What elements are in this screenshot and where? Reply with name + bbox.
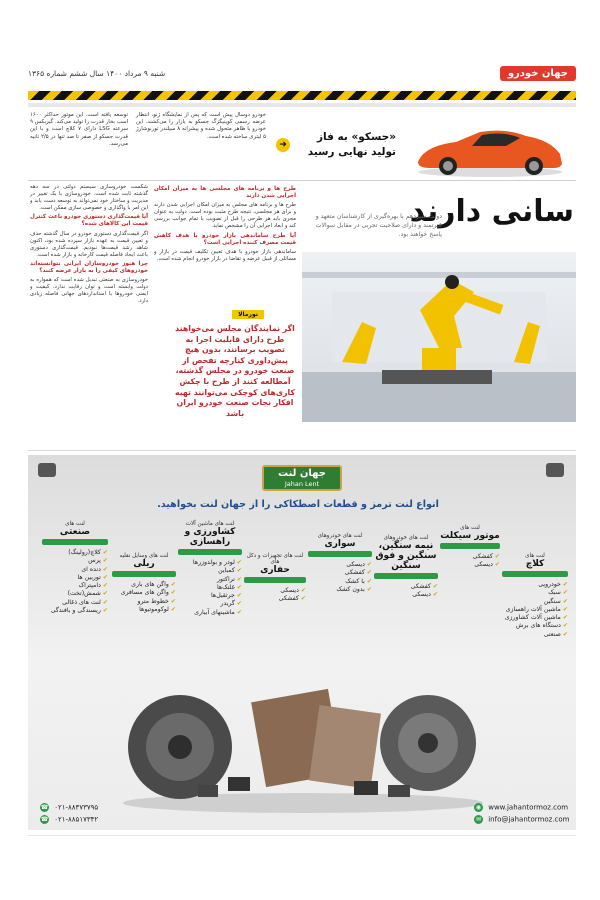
category-list xyxy=(308,561,372,594)
category-name: سواری xyxy=(324,539,356,549)
column-text: خودروسازی به صنعتی تبدیل شده است که همواره به دولت وابسته است و توان رقابت ندارد. کیفیت و ایمنی خودروها با استانداردهای جهانی فاصله زیادی دارد. xyxy=(30,277,148,305)
category-bar xyxy=(112,571,176,577)
category-item: ✔ لوکوموتیوها xyxy=(112,606,176,614)
category-list xyxy=(178,559,242,617)
hero-headline: «جسکو» به فاز تولید نهایی رسید xyxy=(307,131,396,158)
category-list xyxy=(374,583,438,600)
category-bar xyxy=(178,549,242,555)
brand-name-fa: جهان لنت xyxy=(277,468,326,479)
hero-summary: خودرو دوسال پیش است که پس از نمایشگاه ژنو، انتظار عرضه رسمی کوینیگزگ جسکو به بازار را می‌کشند. این خودرو با ظاهر متحول شده و پیشرانه ۸ سیلندر توربوشارژ ۵ لیتری ساخته شده است. xyxy=(136,112,266,140)
phone-2 xyxy=(40,815,98,824)
category-heavy xyxy=(374,535,438,600)
category-sub: لنت های xyxy=(460,525,480,531)
category-sub: لنت های تجهیزات و دکل های xyxy=(246,553,304,565)
hero-summary-continued: توسعه یافته است. این موتور حداکثر ۱۶۰۰ اسب بخار قدرت را تولید می‌کند. گیربکس ۹ سرعته LSG دارای ۷ کلاچ است و با این قدرت جسکو از صفر تا صد تنها در ۲/۵ ثانیه می‌رسد. xyxy=(30,112,128,147)
category-item: ✔ دستگاه های برش xyxy=(502,622,568,630)
pull-quote-tag: نورمالا xyxy=(232,310,264,319)
category-drilling xyxy=(244,553,306,604)
issue-line: شنبه ۹ مرداد ۱۴۰۰ سال ششم شماره ۱۳۶۵ xyxy=(28,68,166,78)
column-heading: آیا قیمت‌گذاری دستوری خودرو باعث کنترل قیمت این کالاهای شده؟ xyxy=(30,214,148,228)
header-rule xyxy=(28,103,576,107)
column-text: شکست خودروسازی سیستم دولتی در سه دهه گذشته ثابت شده است. خودروسازی با یک تغییر در مدیریت و ساختار خود نمی‌تواند به توسعه دست یابد و این امر با واگذاری و خصوصی سازی ممکن است. xyxy=(30,184,148,212)
category-name: موتور سیکلت xyxy=(440,531,500,541)
category-passenger xyxy=(308,533,372,594)
spotlight-icon xyxy=(38,463,56,477)
category-item: ✔ دیسکی xyxy=(244,587,306,595)
category-item: ✔ غلتک‌ها xyxy=(178,584,242,592)
hazard-stripe xyxy=(28,91,576,100)
category-item: ✔ کفشکی xyxy=(308,569,372,577)
ad-divider xyxy=(28,450,576,451)
category-name: ریلی xyxy=(133,559,155,569)
column-heading: چرا هنوز خودروسازان ایرانی نتوانسته‌اند خودرو‌های کیفی را به بازار عرضه کنند؟ xyxy=(30,260,148,275)
category-bar xyxy=(440,543,500,549)
category-item: ✔ سبک xyxy=(502,589,568,597)
category-industrial xyxy=(42,521,108,615)
category-list xyxy=(440,553,500,570)
category-name: صنعتی xyxy=(59,527,91,537)
category-list xyxy=(112,581,176,614)
brake-parts-image xyxy=(118,665,488,815)
column-heading: آیا طرح ساماندهی بازار خودرو با هدف کاهش قیمت مصرف کننده اجرایی است؟ xyxy=(154,232,296,246)
category-item: ✔ صنعتی xyxy=(502,631,568,639)
brand-logo xyxy=(262,465,342,491)
pull-quote-text: اگر نمایندگان مجلس می‌خواهند طرح دارای قابلیت اجرا به تصویب برسانند، بدون هیچ پیش‌داوری کنارچه تفحص از صنعت خودرو در مجلس گذشته، آمطالعه کنند از طرح با چکش کاری‌های کوچکی می‌توانند تهیه افکار نجات صنعت خودرو ایران باشد xyxy=(175,324,295,418)
pull-quote xyxy=(172,310,298,428)
website-url[interactable]: www.jahantormoz.com xyxy=(488,803,569,812)
category-item: ✔ کفشکی xyxy=(244,595,306,603)
category-item: ✔ توربین ها xyxy=(42,574,108,582)
category-item: ✔ لنت های ذغالی xyxy=(42,599,108,607)
hero-news xyxy=(28,108,576,178)
category-sub: لنت های وسایل نقلیه xyxy=(119,553,169,559)
category-item: ✔ با کشک xyxy=(308,578,372,586)
column-text: ساماندهی بازار خودرو با هدف تعیین تکلیف قیمت در بازار و مسائلی از قبیل عرضه و تقاضا در بازار خودرو انجام شده است. xyxy=(154,248,296,262)
category-item: ✔ واگن های باری xyxy=(112,581,176,589)
globe-icon: ◉ xyxy=(475,804,482,811)
category-item: ✔ جرثقیل‌ها xyxy=(178,592,242,600)
factory-robot-photo xyxy=(302,252,576,422)
category-list xyxy=(244,587,306,604)
category-list xyxy=(42,549,108,615)
category-item: ✔ کمباین xyxy=(178,567,242,575)
category-bar xyxy=(502,571,568,577)
category-item: ✔ پرس xyxy=(42,557,108,565)
category-bar xyxy=(42,539,108,545)
website[interactable] xyxy=(474,803,568,812)
category-bar xyxy=(244,577,306,583)
jahan-lent-advertisement xyxy=(28,455,576,830)
phone-icon: ☎ xyxy=(40,816,49,823)
feature-title: سانی دارند xyxy=(409,194,574,229)
category-item: ✔ دیسکی xyxy=(374,591,438,599)
category-item: ✔ واگن های مسافری xyxy=(112,589,176,597)
category-sub: لنت های xyxy=(65,521,85,527)
mail-icon: ✉ xyxy=(475,816,482,823)
robot-arm-image xyxy=(302,252,576,422)
category-item: ✔ دیسکی xyxy=(440,561,500,569)
column-heading: طرح ها و برنامه های مجلسی ها به میزان امکان اجرایی شدن دارند xyxy=(154,186,296,200)
category-item: ✔ ماشین آلات کشاورزی xyxy=(502,614,568,622)
brand-name-en: Jahan Lent xyxy=(284,480,320,488)
phone-number: ۰۲۱-۸۸۳۷۳۷۹۵ xyxy=(54,803,99,812)
page-footer-rule xyxy=(28,835,576,836)
category-sub: لنت های ماشین آلات xyxy=(185,521,235,527)
spotlight-icon xyxy=(546,463,564,477)
section-divider xyxy=(28,180,576,181)
category-name: نیمه سنگین، سنگین و فوق سنگین xyxy=(375,541,437,571)
phone-1 xyxy=(40,803,98,812)
category-sub: لنت های خودروهای xyxy=(383,535,429,541)
page-header xyxy=(28,62,576,84)
arrow-icon: ➜ xyxy=(276,138,290,152)
category-item: ✔ ریسندگی و بافندگی xyxy=(42,607,108,615)
category-name: کشاورزی و راهسازی xyxy=(184,527,236,547)
category-item: ✔ گریدر xyxy=(178,600,242,608)
category-sub: لنت های خودروهای xyxy=(317,533,363,539)
email[interactable] xyxy=(474,815,570,824)
category-agriculture xyxy=(178,521,242,617)
category-item: ✔ ماشین آلات راهسازی xyxy=(502,606,568,614)
category-list xyxy=(502,581,568,639)
category-name: حفاری xyxy=(260,565,290,575)
section-logo: جهان خودرو xyxy=(500,66,576,81)
category-name: کلاچ xyxy=(525,559,545,569)
category-item: ✔ ماشینهای آبیاری xyxy=(178,609,242,617)
feature-lead: دولت سیزدهم با بهره‌گیری از کارشناسان متعهد و غیرتمند و دارای صلاحیت تجربی در مقابل سوالات پاسخ خواهند بود. xyxy=(315,213,442,238)
category-item: ✔ کلاچ(رولینگ) xyxy=(42,549,108,557)
category-item: ✔ دیسکی xyxy=(308,561,372,569)
category-item: ✔ بدون کشک xyxy=(308,586,372,594)
phone-number: ۰۲۱-۸۸۵۱۷۳۴۲ xyxy=(54,815,99,824)
email-address[interactable]: info@jahantormoz.com xyxy=(488,815,570,824)
ad-title: انواع لنت ترمز و قطعات اصطکاکی را از جهان لنت بخواهید. xyxy=(157,499,439,510)
category-item: ✔ کفشکی xyxy=(440,553,500,561)
category-item: ✔ لودر و بولدوزرها xyxy=(178,559,242,567)
category-item: ✔ تراکتور xyxy=(178,576,242,584)
category-bar xyxy=(308,551,372,557)
category-item: ✔ سنگین xyxy=(502,598,568,606)
category-bar xyxy=(374,573,438,579)
category-motorcycle xyxy=(440,525,500,570)
column-text: طرح ها و برنامه های مجلس به میزان امکان اجرایی شدن دارند و برای هر مجلسی، نتیجه طرح مثبت بوده است. دولت به عنوان مجری باید هر طرحی را قبل از تصویب با تمام جوانب بررسی کند و ابعاد اجرایی آن را مشخص نماید. xyxy=(154,202,296,230)
category-item: ✔ خطوط مترو xyxy=(112,598,176,606)
category-item: ✔ دامپتراک xyxy=(42,582,108,590)
category-sub: لنت های xyxy=(525,553,545,559)
article-column-left xyxy=(30,184,148,446)
category-rail xyxy=(112,553,176,614)
category-item: ✔ خودرویی xyxy=(502,581,568,589)
category-item: ✔ شمش(تخت) xyxy=(42,590,108,598)
feature-article xyxy=(302,184,576,446)
category-item: ✔ کفشکی xyxy=(374,583,438,591)
category-clutch xyxy=(502,553,568,639)
sports-car-image xyxy=(410,120,568,178)
phone-icon: ☎ xyxy=(40,804,49,811)
category-item: ✔ دنده ای xyxy=(42,566,108,574)
column-text: اگر قیمت‌گذاری دستوری خودرو در سال گذشته حذف و تعیین قیمت به عهده بازار سپرده شده بود، اکنون شاهد رشد قیمت‌ها نبودیم. قیمت‌گذاری دستوری باعث ایجاد فاصله قیمت کارخانه و بازار شده است. xyxy=(30,230,148,258)
